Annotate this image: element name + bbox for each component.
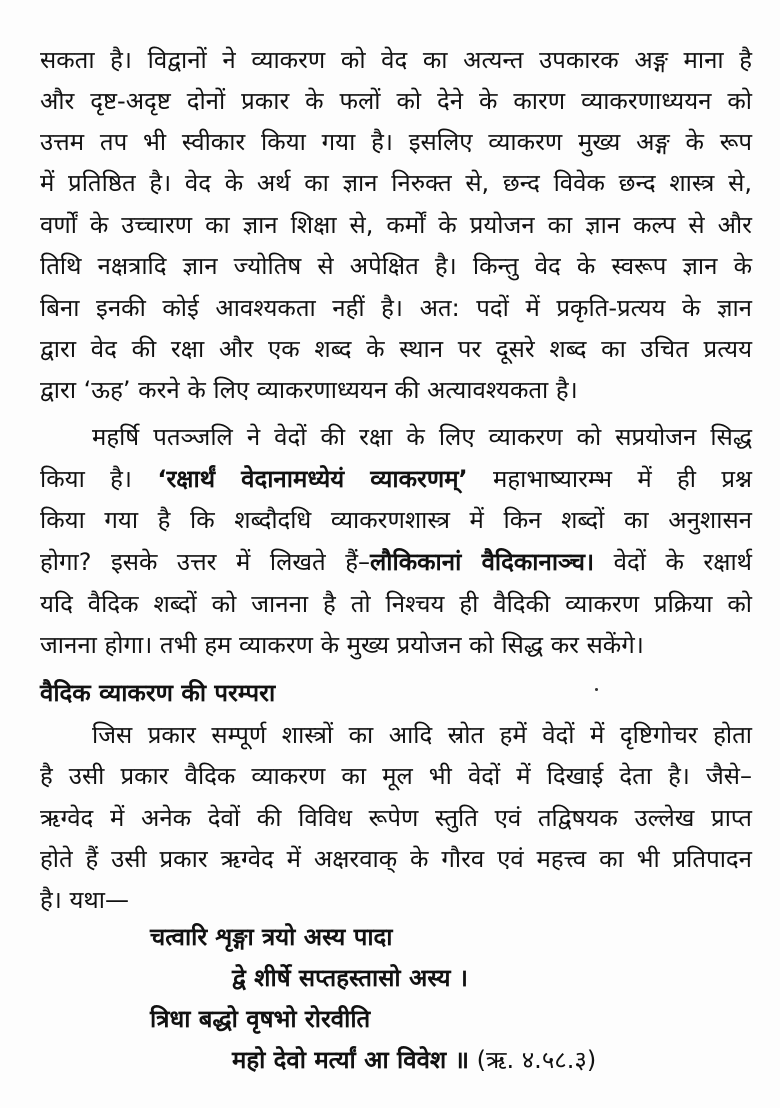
- verse-citation: (ऋ. ४.५८.३): [468, 1046, 597, 1074]
- paragraph-3-line-4: होते हैं उसी प्रकार ऋग्वेद में अक्षरवाक् के गौरव एवं महत्त्व का भी प्रतिपादन: [40, 845, 752, 873]
- verse-line-2: द्वे शीर्षे सप्तहस्तासो अस्य ।: [232, 964, 469, 992]
- paragraph-3-line-3: ऋग्वेद में अनेक देवों की विविध रूपेण स्तुति एवं तद्विषयक उल्लेख प्राप्त: [40, 804, 752, 832]
- paragraph-3-line-5: है। यथा—: [40, 886, 129, 914]
- paragraph-2-line-2: [40, 463, 752, 495]
- paragraph-2-line-2-pre: किया है।: [40, 465, 158, 493]
- paragraph-1-line-1: सकता है। विद्वानों ने व्याकरण को वेद का अत्यन्त उपकारक अङ्ग माना है: [40, 46, 752, 74]
- paragraph-1-line-7: बिना इनकी कोई आवश्यकता नहीं है। अत: पदों में प्रकृति-प्रत्यय के ज्ञान: [40, 294, 752, 322]
- paragraph-1-line-4: में प्रतिष्ठित है। वेद के अर्थ का ज्ञान निरुक्त से, छन्द विवेक छन्द शास्त्र से,: [40, 169, 752, 197]
- paragraph-3-line-1: जिस प्रकार सम्पूर्ण शास्त्रों का आदि स्रोत हमें वेदों में दृष्टिगोचर होता: [92, 721, 752, 749]
- verse-line-3: त्रिधा बद्धो वृषभो रोरवीति: [150, 1005, 371, 1033]
- paragraph-2-line-2-post: महाभाष्यारम्भ में ही प्रश्न: [467, 465, 752, 493]
- paragraph-2-line-3: किया गया है कि शब्दौदधि व्याकरणशास्त्र में किन शब्दों का अनुशासन: [40, 506, 752, 534]
- paragraph-1-line-5: वर्णों के उच्चारण का ज्ञान शिक्षा से, कर्मों के प्रयोजन का ज्ञान कल्प से और: [40, 211, 752, 239]
- paragraph-2-line-6: जानना होगा। तभी हम व्याकरण के मुख्य प्रयोजन को सिद्ध कर सकेंगे।: [40, 631, 644, 659]
- paragraph-3-line-2: है उसी प्रकार वैदिक व्याकरण का मूल भी वेदों में दिखाई देता है। जैसे–: [40, 762, 752, 790]
- paragraph-2-line-4: [40, 546, 752, 578]
- verse-line-4: [232, 1044, 596, 1076]
- verse-line-4-text: महो देवो मर्त्यां आ विवेश ॥: [232, 1046, 469, 1074]
- section-heading: वैदिक व्याकरण की परम्परा: [40, 679, 276, 707]
- paragraph-1-line-9: द्वारा ‘ऊह’ करने के लिए व्याकरणाध्ययन की अत्यावश्यकता है।: [40, 376, 578, 404]
- bold-sanskrit-answer: लौकिकानां वैदिकानाञ्च।: [369, 548, 595, 576]
- paragraph-1-line-8: द्वारा वेद की रक्षा और एक शब्द के स्थान पर दूसरे शब्द का उचित प्रत्यय: [40, 335, 752, 363]
- paragraph-1-line-3: उत्तम तप भी स्वीकार किया गया है। इसलिए व्याकरण मुख्य अङ्ग के रूप: [40, 128, 752, 156]
- paragraph-2-line-5: यदि वैदिक शब्दों को जानना है तो निश्चय ही वैदिकी व्याकरण प्रक्रिया को: [40, 590, 752, 618]
- quoted-sanskrit-phrase: ‘रक्षार्थं वेदानामध्येयं व्याकरणम्’: [157, 465, 468, 493]
- paragraph-1-line-2: और दृष्ट-अदृष्ट दोनों प्रकार के फलों को देने के कारण व्याकरणाध्ययन को: [40, 87, 752, 115]
- verse-line-1: चत्वारि शृङ्गा त्रयो अस्य पादा: [150, 923, 393, 951]
- paragraph-1-line-6: तिथि नक्षत्रादि ज्ञान ज्योतिष से अपेक्षित है। किन्तु वेद के स्वरूप ज्ञान के: [40, 252, 752, 280]
- scan-speck: [595, 688, 598, 691]
- paragraph-2-line-4-post: वेदों के रक्षार्थ: [594, 548, 752, 576]
- paragraph-2-line-1: महर्षि पतञ्जलि ने वेदों की रक्षा के लिए व्याकरण को सप्रयोजन सिद्ध: [92, 423, 752, 451]
- paragraph-2-line-4-pre: होगा? इसके उत्तर में लिखते हैं–: [40, 548, 370, 576]
